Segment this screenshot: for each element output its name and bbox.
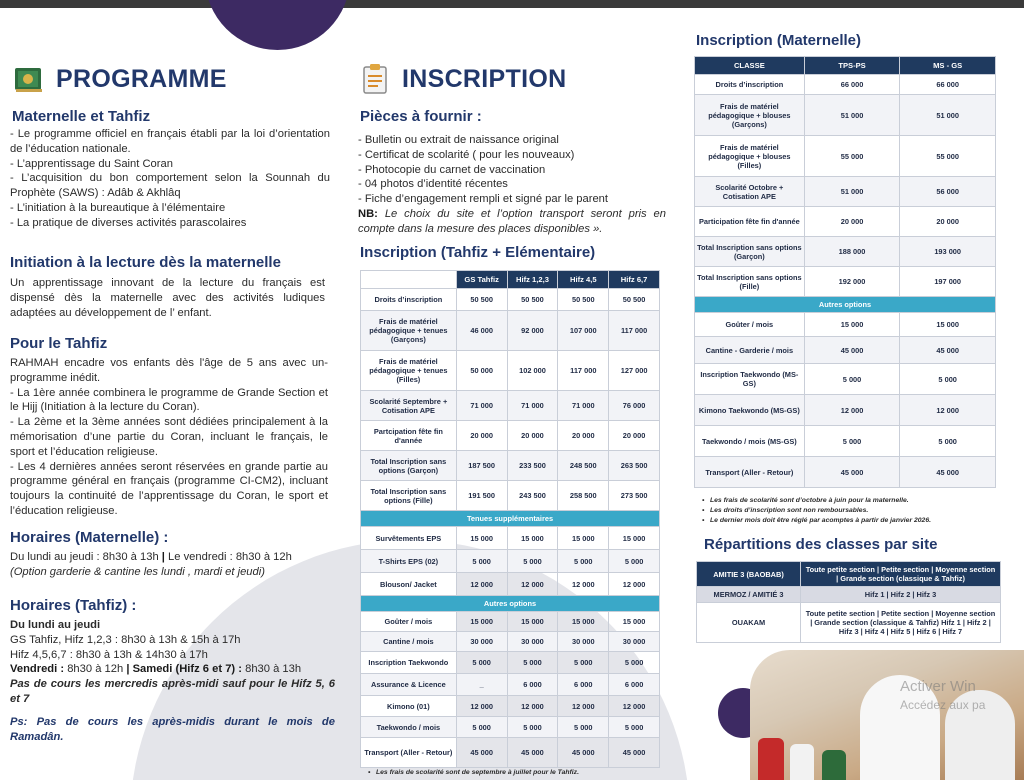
ramadan-note: Ps: Pas de cours les après-midis durant le mois de Ramadân. <box>10 715 335 743</box>
horaires-tahfiz-note: Pas de cours les mercredis après-midi sauf pour le Hifz 5, 6 et 7 <box>10 678 335 705</box>
cell: 76 000 <box>609 391 660 421</box>
row-label: Partcipation fête fin d'année <box>361 421 457 451</box>
table-row <box>695 337 996 364</box>
horaires-tahfiz-days: Du lundi au jeudi <box>10 619 101 631</box>
cell: 51 000 <box>804 177 900 207</box>
footnote-item: • Les frais de scolarité sont d’octobre à juin pour la maternelle. <box>700 496 1000 506</box>
cell: 45 000 <box>804 337 900 364</box>
table-row <box>695 136 996 177</box>
cell: 5 000 <box>558 717 609 738</box>
table-row <box>361 738 660 768</box>
cell: 45 000 <box>456 738 507 768</box>
site-classes: Toute petite section | Petite section | Moyenne section | Grande section (classique & Tahfiz) Hifz 1 | Hifz 2 | Hifz 3 | Hifz 4 | Hifz 5 | Hifz 6 | Hifz 7 <box>801 603 1001 643</box>
row-label: Cantine - Garderie / mois <box>695 337 805 364</box>
list-item: - Fiche d’engagement rempli et signé par le parent <box>358 193 608 206</box>
row-label: Total Inscription sans options (Garçon) <box>361 451 457 481</box>
column-header: TPS-PS <box>804 57 900 75</box>
table-row <box>695 75 996 95</box>
maternelle-title: Inscription (Maternelle) <box>696 32 862 49</box>
cell: 12 000 <box>507 696 558 717</box>
cell: _ <box>456 674 507 696</box>
cell: 5 000 <box>558 652 609 674</box>
cell: 20 000 <box>558 421 609 451</box>
cell: 12 000 <box>804 395 900 426</box>
cell: 5 000 <box>507 550 558 573</box>
tahfiz-table-title: Inscription (Tahfiz + Elémentaire) <box>360 244 596 261</box>
cell: 263 500 <box>609 451 660 481</box>
row-label: Total Inscription sans options (Fille) <box>695 267 805 297</box>
photo-figure <box>758 738 784 780</box>
cell: 15 000 <box>456 527 507 550</box>
list-item: - Le programme officiel en français établi par la loi d’orientation de l’éducation nationale. <box>10 128 330 155</box>
cell: 45 000 <box>900 457 996 488</box>
cell: 107 000 <box>558 311 609 351</box>
cell: 15 000 <box>609 527 660 550</box>
band-label: Autres options <box>695 297 996 313</box>
cell: 191 500 <box>456 481 507 511</box>
cell: 273 500 <box>609 481 660 511</box>
list-item: - Les 4 dernières années seront réservées en grande partie au programme général en français (programme CI-CM2), incluant toujours la continuité de l’apprentissage du Coran, le sport et l’éducation religieuse. <box>10 460 328 517</box>
list-item: - 04 photos d’identité récentes <box>358 178 508 191</box>
cell: 192 000 <box>804 267 900 297</box>
cell: 66 000 <box>804 75 900 95</box>
cell: 71 000 <box>558 391 609 421</box>
cell: 102 000 <box>507 351 558 391</box>
cell: 5 000 <box>609 717 660 738</box>
cell: 187 500 <box>456 451 507 481</box>
column-header: MS - GS <box>900 57 996 75</box>
table-row <box>695 95 996 136</box>
cell: 45 000 <box>804 457 900 488</box>
column-header: Hifz 6,7 <box>609 271 660 289</box>
quran-book-icon <box>12 62 46 96</box>
photo-figure <box>822 750 846 780</box>
maternelle-notes <box>700 496 1000 526</box>
site-classes: Toute petite section | Petite section | Moyenne section | Grande section (classique & Tahfiz) <box>801 562 1001 587</box>
horaires-tahfiz-weekend <box>10 662 340 677</box>
horaires-mat-text <box>10 550 330 580</box>
cell: 30 000 <box>456 632 507 652</box>
row-label: Droits d’inscription <box>361 289 457 311</box>
table-row <box>361 289 660 311</box>
cell: 117 000 <box>609 311 660 351</box>
row-label: Droits d’inscription <box>695 75 805 95</box>
row-label: Inscription Taekwondo (MS-GS) <box>695 364 805 395</box>
row-label: Frais de matériel pédagogique + blouses (Garçons) <box>695 95 805 136</box>
cell: 15 000 <box>804 313 900 337</box>
cell: 12 000 <box>609 696 660 717</box>
students-photo <box>750 650 1024 780</box>
table-row <box>695 364 996 395</box>
cell: 12 000 <box>558 573 609 596</box>
table-header-row <box>695 57 996 75</box>
cell: 50 000 <box>456 351 507 391</box>
row-label: Transport (Aller - Retour) <box>695 457 805 488</box>
repartitions-table <box>696 561 1001 643</box>
cell: 15 000 <box>456 612 507 632</box>
cell: 15 000 <box>609 612 660 632</box>
row-label: Blouson/ Jacket <box>361 573 457 596</box>
saturday-label: Samedi (Hifz 6 et 7) : <box>132 663 242 676</box>
list-item: - La 2ème et la 3ème années sont dédiées principalement à la mémorisation d’une partie du Coran, incluant le français, le sport et l’éducation religieuse. <box>10 416 328 458</box>
friday-label: Vendredi : <box>10 663 65 676</box>
table-row <box>695 457 996 488</box>
list-item: RAHMAH encadre vos enfants dès l'âge de 5 ans avec un-programme inédit. <box>10 357 328 384</box>
cell: 15 000 <box>507 527 558 550</box>
cell: 51 000 <box>900 95 996 136</box>
cell: 92 000 <box>507 311 558 351</box>
cell: 5 000 <box>609 550 660 573</box>
cell: 20 000 <box>900 207 996 237</box>
horaires-tahfiz-text <box>10 618 340 744</box>
cell: 45 000 <box>609 738 660 768</box>
column-header: GS Tahfiz <box>456 271 507 289</box>
row-label: Goûter / mois <box>695 313 805 337</box>
cell: 5 000 <box>900 426 996 457</box>
cell: 6 000 <box>558 674 609 696</box>
table-row <box>361 632 660 652</box>
cell: 50 500 <box>558 289 609 311</box>
band-label: Autres options <box>361 596 660 612</box>
lecture-text: Un apprentissage innovant de la lecture du français est dispensé dès la maternelle avec des activités ludiques adaptées au développement de l’ enfant. <box>10 277 325 319</box>
separator: | <box>126 663 130 676</box>
mat-tahfiz-list <box>10 127 330 231</box>
cell: 248 500 <box>558 451 609 481</box>
cell: 5 000 <box>558 550 609 573</box>
clipboard-icon <box>358 62 392 96</box>
cell: 50 500 <box>456 289 507 311</box>
maternelle-fee-table <box>694 56 996 488</box>
column-header: Hifz 4,5 <box>558 271 609 289</box>
cell: 258 500 <box>558 481 609 511</box>
horaires-tahfiz-gs: GS Tahfiz, Hifz 1,2,3 : 8h30 à 13h & 15h à 17h <box>10 633 241 646</box>
row-label: Frais de matériel pédagogique + blouses (Filles) <box>695 136 805 177</box>
footnote-item: • Les droits d’inscription sont non remboursables. <box>700 506 1000 516</box>
cell: 30 000 <box>507 632 558 652</box>
cell: 233 500 <box>507 451 558 481</box>
cell: 50 500 <box>609 289 660 311</box>
table-row <box>361 527 660 550</box>
row-label: Total Inscription sans options (Garçon) <box>695 237 805 267</box>
cell: 66 000 <box>900 75 996 95</box>
cell: 20 000 <box>609 421 660 451</box>
table-row <box>361 311 660 351</box>
row-label: Taekwondo / mois <box>361 717 457 738</box>
cell: 12 000 <box>456 573 507 596</box>
footnote-item: • Les frais de scolarité sont de septembre à juillet pour le Tahfiz. <box>366 768 666 778</box>
cell: 51 000 <box>804 95 900 136</box>
table-row <box>361 481 660 511</box>
table-row <box>361 674 660 696</box>
inscription-title: INSCRIPTION <box>402 64 567 93</box>
column-header: CLASSE <box>695 57 805 75</box>
top-bar <box>0 0 1024 8</box>
table-row <box>695 395 996 426</box>
cell: 5 000 <box>804 426 900 457</box>
decor-purple-circle-top <box>205 0 350 50</box>
cell: 193 000 <box>900 237 996 267</box>
cell: 15 000 <box>900 313 996 337</box>
site-name: MERMOZ / AMITIÉ 3 <box>697 587 801 603</box>
cell: 12 000 <box>456 696 507 717</box>
table-row <box>361 391 660 421</box>
cell: 12 000 <box>558 696 609 717</box>
pieces-list <box>358 133 666 237</box>
table-band-row <box>361 596 660 612</box>
nb-text: Le choix du site et l’option transport seront pris en compte dans la mesure des places disponibles ». <box>358 207 666 235</box>
cell: 5 000 <box>456 550 507 573</box>
tahfiz-heading: Pour le Tahfiz <box>10 335 108 352</box>
list-item: - L’acquisition du bon comportement selon la Sounnah du Prophète (SAWS) : Adâb & Akhlâq <box>10 172 330 200</box>
watermark-line: Accédez aux pa <box>900 698 986 712</box>
horaires-mat-line <box>10 550 330 565</box>
mat-tahfiz-heading: Maternelle et Tahfiz <box>12 108 151 125</box>
list-item: - L’apprentissage du Saint Coran <box>10 157 173 170</box>
row-label: Transport (Aller - Retour) <box>361 738 457 768</box>
row-label: Kimono Taekwondo (MS-GS) <box>695 395 805 426</box>
cell: 20 000 <box>507 421 558 451</box>
cell: 117 000 <box>558 351 609 391</box>
row-label: Scolarité Octobre + Cotisation APE <box>695 177 805 207</box>
cell: 56 000 <box>900 177 996 207</box>
cell: 30 000 <box>609 632 660 652</box>
cell: 5 000 <box>456 717 507 738</box>
cell: 15 000 <box>558 612 609 632</box>
table-row <box>697 562 1001 587</box>
row-label: Frais de matériel pédagogique + tenues (Garçons) <box>361 311 457 351</box>
column-header: Hifz 1,2,3 <box>507 271 558 289</box>
row-label: Cantine / mois <box>361 632 457 652</box>
separator: | <box>161 551 165 563</box>
horaires-mat-friday: Le vendredi : 8h30 à 12h <box>168 551 292 563</box>
site-classes: Hifz 1 | Hifz 2 | Hifz 3 <box>801 587 1001 603</box>
horaires-mat-heading: Horaires (Maternelle) : <box>10 529 169 546</box>
table-row <box>361 550 660 573</box>
nb-note <box>358 207 666 237</box>
row-label: Inscription Taekwondo <box>361 652 457 674</box>
table-row <box>361 717 660 738</box>
row-label: Assurance & Licence <box>361 674 457 696</box>
list-item: - Photocopie du carnet de vaccination <box>358 163 546 176</box>
cell: 127 000 <box>609 351 660 391</box>
cell: 12 000 <box>507 573 558 596</box>
table-band-row <box>361 511 660 527</box>
row-label: Kimono (01) <box>361 696 457 717</box>
table-row <box>361 612 660 632</box>
cell: 20 000 <box>456 421 507 451</box>
site-name: AMITIE 3 (BAOBAB) <box>697 562 801 587</box>
horaires-tahfiz-heading: Horaires (Tahfiz) : <box>10 597 137 614</box>
horaires-mat-weekdays: Du lundi au jeudi : 8h30 à 13h <box>10 551 159 563</box>
table-row <box>361 451 660 481</box>
cell: 5 000 <box>507 717 558 738</box>
cell: 55 000 <box>804 136 900 177</box>
table-row <box>361 351 660 391</box>
cell: 12 000 <box>900 395 996 426</box>
table-row <box>695 177 996 207</box>
table-band-row <box>695 297 996 313</box>
cell: 15 000 <box>507 612 558 632</box>
programme-header <box>12 62 227 96</box>
cell: 6 000 <box>507 674 558 696</box>
table-row <box>695 313 996 337</box>
table-row <box>695 237 996 267</box>
pieces-heading: Pièces à fournir : <box>360 108 482 125</box>
cell: 243 500 <box>507 481 558 511</box>
tahfiz-fee-table <box>360 270 660 768</box>
table-row <box>361 573 660 596</box>
cell: 50 500 <box>507 289 558 311</box>
row-label: Scolarité Septembre + Cotisation APE <box>361 391 457 421</box>
cell: 5 000 <box>456 652 507 674</box>
lecture-heading: Initiation à la lecture dès la maternelle <box>10 254 281 271</box>
cell: 5 000 <box>609 652 660 674</box>
cell: 197 000 <box>900 267 996 297</box>
row-label: Survêtements EPS <box>361 527 457 550</box>
friday-time: 8h30 à 12h <box>67 663 124 676</box>
cell: 6 000 <box>609 674 660 696</box>
saturday-time: 8h30 à 13h <box>245 663 302 676</box>
windows-activation-watermark <box>900 678 985 714</box>
row-label: Participation fête fin d'année <box>695 207 805 237</box>
cell: 46 000 <box>456 311 507 351</box>
list-item: - La 1ère année combinera le programme de Grande Section et le Hijj (Initiation à la lecture du Coran). <box>10 386 328 414</box>
table-row <box>361 421 660 451</box>
cell: 55 000 <box>900 136 996 177</box>
tahfiz-list <box>10 356 328 519</box>
row-label: T-Shirts EPS (02) <box>361 550 457 573</box>
table-row <box>695 426 996 457</box>
site-name: OUAKAM <box>697 603 801 643</box>
header-blank <box>361 271 457 289</box>
table-row <box>697 587 1001 603</box>
cell: 188 000 <box>804 237 900 267</box>
row-label: Frais de matériel pédagogique + tenues (Filles) <box>361 351 457 391</box>
cell: 5 000 <box>900 364 996 395</box>
table-row <box>361 696 660 717</box>
nb-label: NB: <box>358 207 378 220</box>
table-row <box>697 603 1001 643</box>
inscription-header <box>358 62 566 96</box>
cell: 20 000 <box>804 207 900 237</box>
cell: 12 000 <box>609 573 660 596</box>
cell: 5 000 <box>507 652 558 674</box>
table-row <box>695 267 996 297</box>
photo-figure <box>790 744 814 780</box>
footnote-item: • Le dernier mois doit être réglé par acomptes à partir de janvier 2026. <box>700 516 1000 526</box>
list-item: - Bulletin ou extrait de naissance original <box>358 134 559 146</box>
list-item: - L’initiation à la bureautique à l’élémentaire <box>10 201 226 214</box>
row-label: Goûter / mois <box>361 612 457 632</box>
horaires-mat-option: (Option garderie & cantine les lundi , mardi et jeudi) <box>10 565 265 578</box>
table-row <box>361 652 660 674</box>
cell: 15 000 <box>558 527 609 550</box>
horaires-tahfiz-hifz: Hifz 4,5,6,7 : 8h30 à 13h & 14h30 à 17h <box>10 648 208 661</box>
list-item: - La pratique de diverses activités parascolaires <box>10 216 247 229</box>
repartitions-title: Répartitions des classes par site <box>704 536 938 553</box>
table-row <box>695 207 996 237</box>
cell: 30 000 <box>558 632 609 652</box>
cell: 71 000 <box>456 391 507 421</box>
band-label: Tenues supplémentaires <box>361 511 660 527</box>
cell: 45 000 <box>507 738 558 768</box>
cell: 71 000 <box>507 391 558 421</box>
cell: 45 000 <box>900 337 996 364</box>
list-item: - Certificat de scolarité ( pour les nouveaux) <box>358 148 575 161</box>
row-label: Total Inscription sans options (Fille) <box>361 481 457 511</box>
tahfiz-footnote <box>366 768 666 778</box>
cell: 45 000 <box>558 738 609 768</box>
row-label: Taekwondo / mois (MS-GS) <box>695 426 805 457</box>
watermark-line: Activer Win <box>900 678 976 695</box>
cell: 5 000 <box>804 364 900 395</box>
table-header-row <box>361 271 660 289</box>
programme-title: PROGRAMME <box>56 64 227 93</box>
